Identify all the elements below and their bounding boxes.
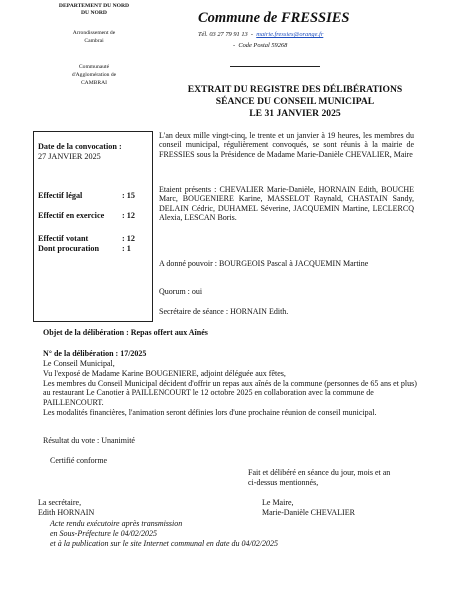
footer-line1: Acte rendu exécutoire après transmission (50, 519, 183, 528)
effectif-exercice-value: : 12 (122, 211, 135, 220)
quorum-text: Quorum : oui (159, 287, 203, 296)
agglo-line1: Communauté (78, 64, 110, 70)
expose-text: Vu l'exposé de Madame Karine BOUGENIERE, adjoint déléguée aux fêtes, (43, 369, 286, 378)
pouvoir-text: A donné pouvoir : BOURGEOIS Pascal à JACQUEMIN Martine (159, 259, 369, 268)
effectif-legal (38, 191, 148, 201)
footer-line2: en Sous-Préfecture le 04/02/2025 (50, 529, 158, 538)
session-date-title: LE 31 JANVIER 2025 (249, 108, 341, 119)
agglo-line3: CAMBRAI (80, 80, 108, 86)
deliberation-object: Objet de la délibération : Repas offert aux Aînés (43, 328, 208, 337)
maire-title: Le Maire, (262, 498, 294, 507)
department-sub: DU NORD (81, 10, 107, 16)
effectif-votant (38, 234, 148, 244)
deliberation-number: N° de la délibération : 17/2025 (43, 349, 147, 358)
session-intro: L'an deux mille vingt-cinq, le trente et un janvier à 19 heures, les membres du conseil municipal, régulièrement convoqués, se sont réunis à la mairie de FRESSIES sous la Présidence de Madame Marie-Danièle CHEVALIER, Maire (159, 131, 414, 159)
footer-line3: et à la publication sur le site Internet communal en date du 04/02/2025 (50, 539, 278, 548)
maire-name: Marie-Danièle CHEVALIER (262, 508, 355, 517)
convocation-label: Date de la convocation : (38, 142, 122, 151)
commune-contact: Tél. 03 27 79 91 13 - mairie.fressies@orange.fr (198, 31, 324, 38)
arrondissement-line2: Cambrai (84, 38, 104, 44)
vote-result: Résultat du vote : Unanimité (43, 436, 135, 445)
effectif-votant-label: Effectif votant (38, 234, 89, 243)
commune-postal: - Code Postal 59268 (233, 42, 288, 49)
effectif-legal-label: Effectif légal (38, 191, 83, 200)
agglo-line2: d'Agglomération de (71, 72, 117, 78)
arrondissement-line1: Arrondissement de (72, 30, 116, 36)
presents-list: Etaient présents : CHEVALIER Marie-Danièle, HORNAIN Edith, BOUCHE Marc, BOUGENIERE Karine, MASSELOT Raynald, CHASTAIN Sandy, DELAIN Cédric, DUHAMEL Séverine, JACQUEMIN Martine, LECLERCQ Alexia, LESCAN Boris. (159, 185, 414, 222)
effectif-legal-value: : 15 (122, 191, 135, 200)
modalites-text: Les modalités financières, l'animation seront définies lors d'une prochaine réunion de conseil municipal. (43, 408, 377, 417)
department-label: DEPARTEMENT DU NORD (58, 3, 130, 9)
secretaire-seance: Secrétaire de séance : HORNAIN Edith. (159, 307, 289, 316)
closing-line2: ci-dessus mentionnés, (248, 478, 319, 487)
procuration (38, 244, 148, 254)
effectif-exercice (38, 211, 148, 221)
conseil-municipal: Le Conseil Municipal, (43, 359, 115, 368)
procuration-label: Dont procuration (38, 244, 100, 253)
session-title: SÉANCE DU CONSEIL MUNICIPAL (215, 96, 375, 107)
commune-title: Commune de FRESSIES (198, 10, 350, 26)
decision-text: Les membres du Conseil Municipal décident d'offrir un repas aux aînés de la commune (personnes de 65 ans et plus) au restaurant Le Canotier à PAILLENCOURT le 12 octobre 2025 en collaboration avec la commune de PAILLENCOURT. (43, 379, 417, 407)
certifie-conforme: Certifié conforme (50, 456, 108, 465)
secretaire-title: La secrétaire, (38, 498, 82, 507)
commune-phone: Tél. 03 27 79 91 13 (198, 31, 248, 38)
procuration-value: : 1 (122, 244, 131, 253)
convocation-date: 27 JANVIER 2025 (38, 152, 101, 161)
secretaire-name: Edith HORNAIN (38, 508, 95, 517)
register-title: EXTRAIT DU REGISTRE DES DÉLIBÉRATIONS (187, 84, 403, 95)
header-divider (230, 66, 320, 67)
effectif-votant-value: : 12 (122, 234, 135, 243)
effectif-exercice-label: Effectif en exercice (38, 211, 105, 220)
closing-line1: Fait et délibéré en séance du jour, mois et an (248, 468, 391, 477)
commune-email-link[interactable]: mairie.fressies@orange.fr (256, 31, 324, 38)
postal-code-text: Code Postal 59268 (238, 42, 288, 49)
